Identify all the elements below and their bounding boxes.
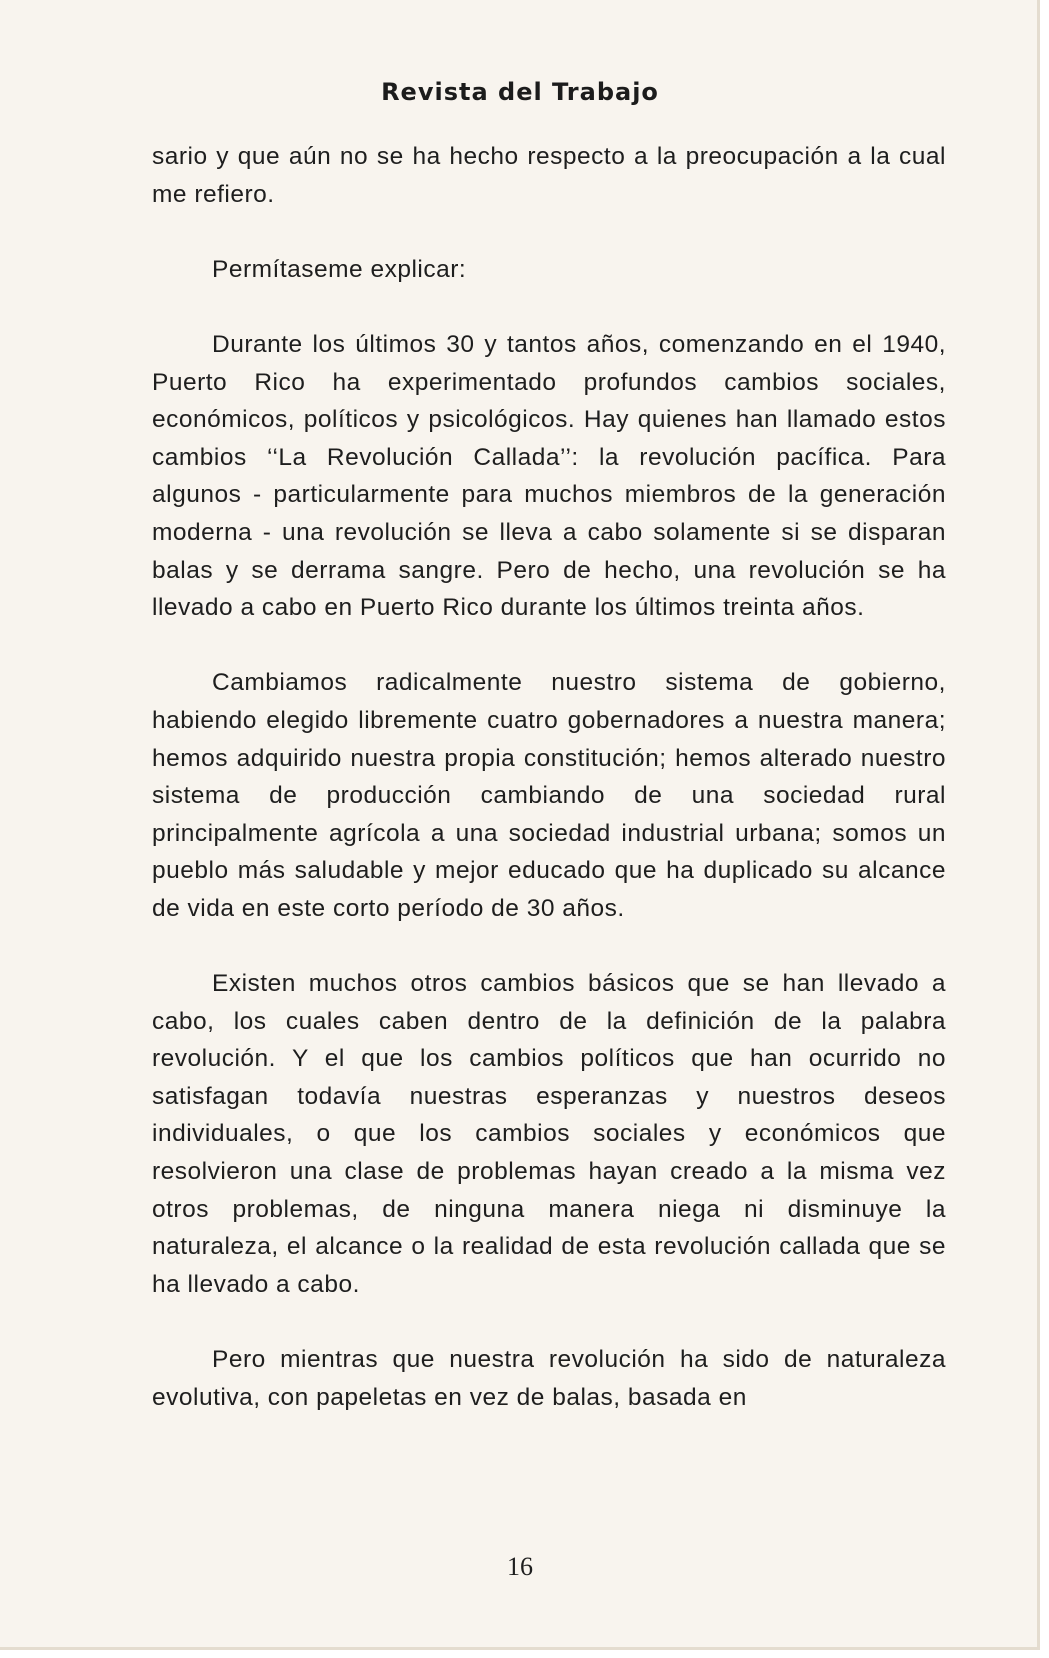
body-text [152,138,946,1454]
paragraph: Cambiamos radicalmente nuestro sistema de gobierno, habiendo elegido libremente cuatro gobernadores a nuestra manera; hemos adquirido nuestra propia constitución; hemos alterado nuestro sistema de producción cambiando de una sociedad rural principalmente agrícola a una sociedad industrial urbana; somos un pueblo más saludable y mejor educado que ha duplicado su alcance de vida en este corto período de 30 años. [152,669,946,922]
running-head: Revista del Trabajo [381,78,659,106]
paragraph: Durante los últimos 30 y tantos años, comenzando en el 1940, Puerto Rico ha experimentado profundos cambios sociales, económicos, políticos y psicológicos. Hay quienes han llamado estos cambios ‘‘La Revolución Callada’’: la revolución pacífica. Para algunos - particularmente para muchos miembros de la generación moderna - una revolución se lleva a cabo solamente si se disparan balas y se derrama sangre. Pero de hecho, una revolución se ha llevado a cabo en Puerto Rico durante los últimos treinta años. [152,330,946,622]
paragraph: Existen muchos otros cambios básicos que se han llevado a cabo, los cuales caben dentro de la definición de la palabra revolución. Y el que los cambios políticos que han ocurrido no satisfagan todavía nuestras esperanzas y nuestros deseos individuales, o que los cambios sociales y económicos que resolvieron una clase de problemas hayan creado a la misma vez otros problemas, de ninguna manera niega ni disminuye la naturaleza, el alcance o la realidad de esta revolución callada que se ha llevado a cabo. [152,970,946,1298]
paragraph: Pero mientras que nuestra revolución ha sido de naturaleza evolutiva, con papeletas en vez de balas, basada en [152,1346,946,1411]
paragraph-continuation: sario y que aún no se ha hecho respecto a la preocupación a la cual me refiero. [152,143,946,208]
paragraph-intro: Permítaseme explicar: [212,255,467,283]
page-number: 16 [507,1552,533,1581]
